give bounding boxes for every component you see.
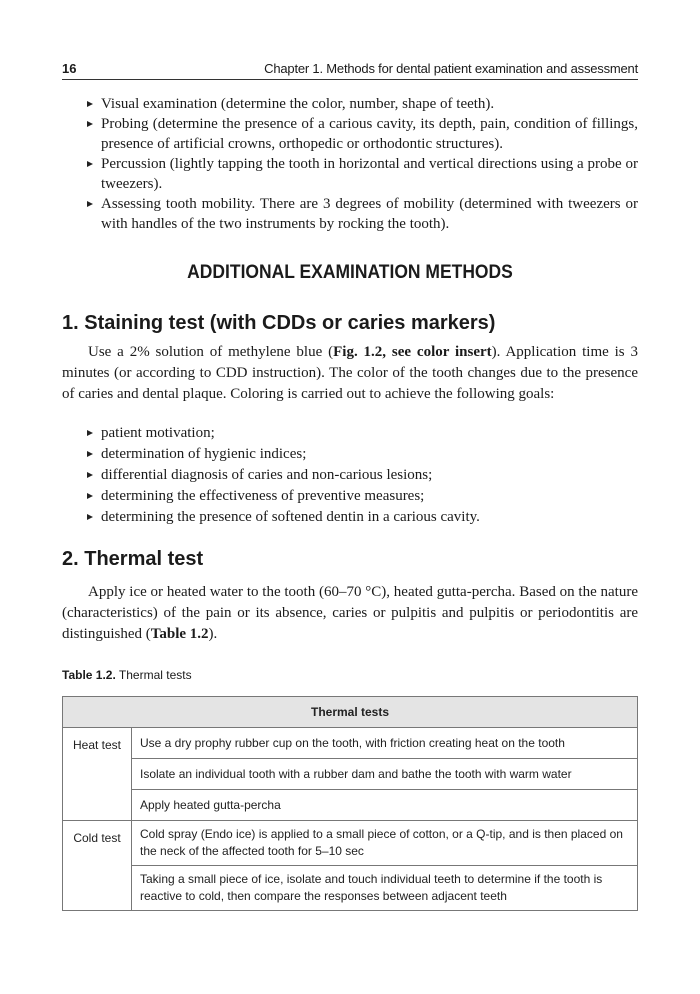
para-text: Apply ice or heated water to the tooth (60–70 °C), heated gutta-percha. Based on the nature (characteristics) of the pain or its absence, caries or pulpitis and pulpitis or periodontitis are distinguished (: [62, 584, 638, 642]
section2-paragraph: [62, 582, 638, 645]
list-item: Percussion (lightly tapping the tooth in horizontal and vertical directions using a probe or tweezers).: [86, 154, 638, 194]
table-header: Thermal tests: [63, 697, 638, 728]
figure-reference: Fig. 1.2, see color insert: [333, 344, 492, 360]
table-cell: Taking a small piece of ice, isolate and touch individual teeth to determine if the tooth is reactive to cold, then compare the responses between adjacent teeth: [132, 866, 638, 911]
table-row: [63, 866, 638, 911]
table-row: [63, 759, 638, 790]
table-row: [63, 821, 638, 866]
para-text: ). Application time is 3 minutes (or according to CDD instruction). The color of the tooth changes due to the presence of caries and dental plaque. Coloring is carried out to achieve the following goals:: [62, 344, 639, 402]
row-group-label: Cold test: [63, 821, 132, 911]
list-item: patient motivation;: [86, 423, 638, 444]
list-item: Visual examination (determine the color, number, shape of teeth).: [86, 94, 638, 114]
table-header-row: [63, 697, 638, 728]
table-reference: Table 1.2: [150, 626, 209, 642]
thermal-tests-table: [62, 696, 638, 911]
table-row: [63, 728, 638, 759]
table-cell: Isolate an individual tooth with a rubber dam and bathe the tooth with warm water: [132, 759, 638, 790]
list-item: determining the effectiveness of preventive measures;: [86, 486, 638, 507]
page-number: 16: [62, 61, 77, 76]
table-cell: Cold spray (Endo ice) is applied to a small piece of cotton, or a Q-tip, and is then placed on the neck of the affected tooth for 5–10 sec: [132, 821, 638, 866]
para-text: ).: [208, 626, 218, 642]
section1-heading: 1. Staining test (with CDDs or caries markers): [62, 312, 496, 334]
list-item: Assessing tooth mobility. There are 3 degrees of mobility (determined with tweezers or with handles of the two instruments by rocking the tooth).: [86, 194, 638, 234]
staining-goals-list: [86, 423, 638, 528]
list-item: determination of hygienic indices;: [86, 444, 638, 465]
section1-paragraph: [62, 342, 638, 405]
table-caption-text: Thermal tests: [115, 668, 192, 682]
table-caption-number: Table 1.2.: [62, 668, 116, 682]
para-text: Use a 2% solution of methylene blue (: [88, 344, 334, 360]
running-header: [62, 61, 638, 80]
table-cell: Use a dry prophy rubber cup on the tooth, with friction creating heat on the tooth: [132, 728, 638, 759]
table-row: [63, 790, 638, 821]
table-caption: [62, 668, 192, 682]
row-group-label: Heat test: [63, 728, 132, 821]
section2-heading: 2. Thermal test: [62, 548, 204, 570]
list-item: determining the presence of softened dentin in a carious cavity.: [86, 507, 638, 528]
table-cell: Apply heated gutta-percha: [132, 790, 638, 821]
list-item: Probing (determine the presence of a carious cavity, its depth, pain, condition of fillings, presence of artificial crowns, orthopedic or orthodontic structures).: [86, 114, 638, 154]
chapter-title: Chapter 1. Methods for dental patient examination and assessment: [264, 61, 638, 76]
list-item: differential diagnosis of caries and non-carious lesions;: [86, 465, 638, 486]
examination-list: [86, 94, 638, 234]
main-heading: ADDITIONAL EXAMINATION METHODS: [187, 262, 513, 283]
